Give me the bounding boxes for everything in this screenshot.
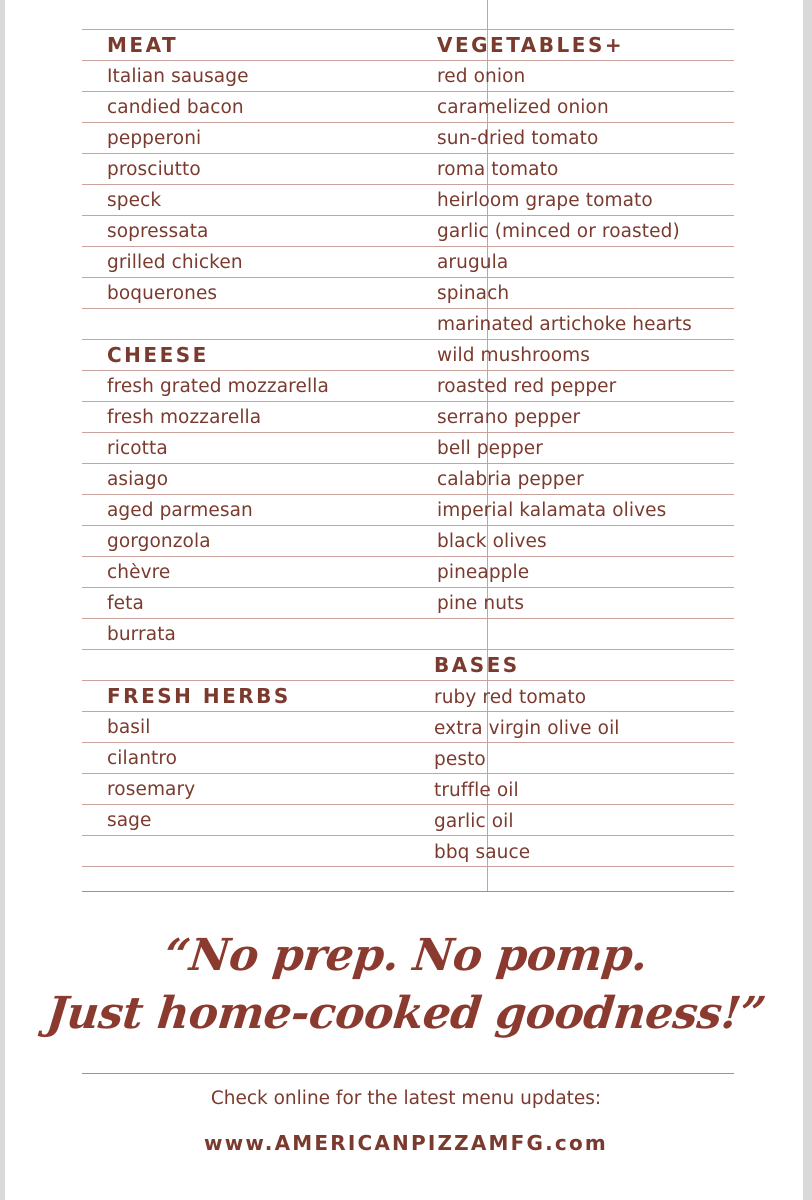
base-item: ruby red tomato xyxy=(434,687,587,708)
tagline-line-1: “No prep. No pomp. xyxy=(162,930,650,981)
vegetable-item: pine nuts xyxy=(437,593,525,614)
vegetable-item: sun-dried tomato xyxy=(437,128,599,149)
vegetable-item: marinated artichoke hearts xyxy=(437,314,692,335)
table-rule xyxy=(82,649,734,650)
vegetable-item: caramelized onion xyxy=(437,97,609,118)
meat-item: boquerones xyxy=(107,283,218,304)
vegetable-item: spinach xyxy=(437,283,510,304)
herbs-heading: FRESH HERBS xyxy=(107,684,291,708)
menu-update-note: Check online for the latest menu updates: xyxy=(210,1088,602,1109)
meat-item: sopressata xyxy=(107,221,209,242)
cheese-item: feta xyxy=(107,593,144,614)
vegetables-heading: VEGETABLES+ xyxy=(437,33,625,57)
vegetable-item: pineapple xyxy=(437,562,530,583)
vegetable-item: red onion xyxy=(437,66,526,87)
meat-item: Italian sausage xyxy=(107,66,249,87)
herb-item: sage xyxy=(107,810,152,831)
cheese-heading: CHEESE xyxy=(107,343,209,367)
vegetable-item: roasted red pepper xyxy=(437,376,617,397)
meat-item: grilled chicken xyxy=(107,252,243,273)
herb-item: rosemary xyxy=(107,779,196,800)
cheese-item: burrata xyxy=(107,624,176,645)
table-rule xyxy=(82,618,734,619)
website-link[interactable]: www.AMERICANPIZZAMFG.com xyxy=(204,1131,608,1155)
tagline-line-2: Just home-cooked goodness!” xyxy=(44,988,768,1039)
cheese-item: ricotta xyxy=(107,438,168,459)
table-rule xyxy=(82,463,734,464)
footer-divider xyxy=(82,1073,734,1074)
vegetable-item: roma tomato xyxy=(437,159,559,180)
toppings-table xyxy=(82,0,734,892)
meat-item: speck xyxy=(107,190,162,211)
herb-item: basil xyxy=(107,717,151,738)
cheese-item: chèvre xyxy=(107,562,171,583)
base-item: pesto xyxy=(434,749,486,770)
base-item: truffle oil xyxy=(434,780,519,801)
table-rule xyxy=(82,866,734,867)
table-rule xyxy=(82,742,734,743)
table-rule xyxy=(82,835,734,836)
meat-item: pepperoni xyxy=(107,128,202,149)
vegetable-item: black olives xyxy=(437,531,547,552)
meat-heading: MEAT xyxy=(107,33,179,57)
bases-heading: BASES xyxy=(434,653,520,677)
vegetable-item: wild mushrooms xyxy=(437,345,591,366)
herb-item: cilantro xyxy=(107,748,178,769)
table-rule xyxy=(82,29,734,30)
base-item: bbq sauce xyxy=(434,842,531,863)
vegetable-item: calabria pepper xyxy=(437,469,584,490)
vegetable-item: bell pepper xyxy=(437,438,543,459)
cheese-item: fresh mozzarella xyxy=(107,407,262,428)
vegetable-item: arugula xyxy=(437,252,509,273)
vegetable-item: garlic (minced or roasted) xyxy=(437,221,680,242)
cheese-item: fresh grated mozzarella xyxy=(107,376,329,397)
cheese-item: aged parmesan xyxy=(107,500,253,521)
vegetable-item: serrano pepper xyxy=(437,407,581,428)
meat-item: prosciutto xyxy=(107,159,201,180)
cheese-item: gorgonzola xyxy=(107,531,211,552)
table-bottom-rule xyxy=(82,891,734,892)
base-item: garlic oil xyxy=(434,811,514,832)
cheese-item: asiago xyxy=(107,469,169,490)
vegetable-item: imperial kalamata olives xyxy=(437,500,667,521)
vegetable-item: heirloom grape tomato xyxy=(437,190,653,211)
meat-item: candied bacon xyxy=(107,97,244,118)
base-item: extra virgin olive oil xyxy=(434,718,620,739)
table-rule xyxy=(82,587,734,588)
